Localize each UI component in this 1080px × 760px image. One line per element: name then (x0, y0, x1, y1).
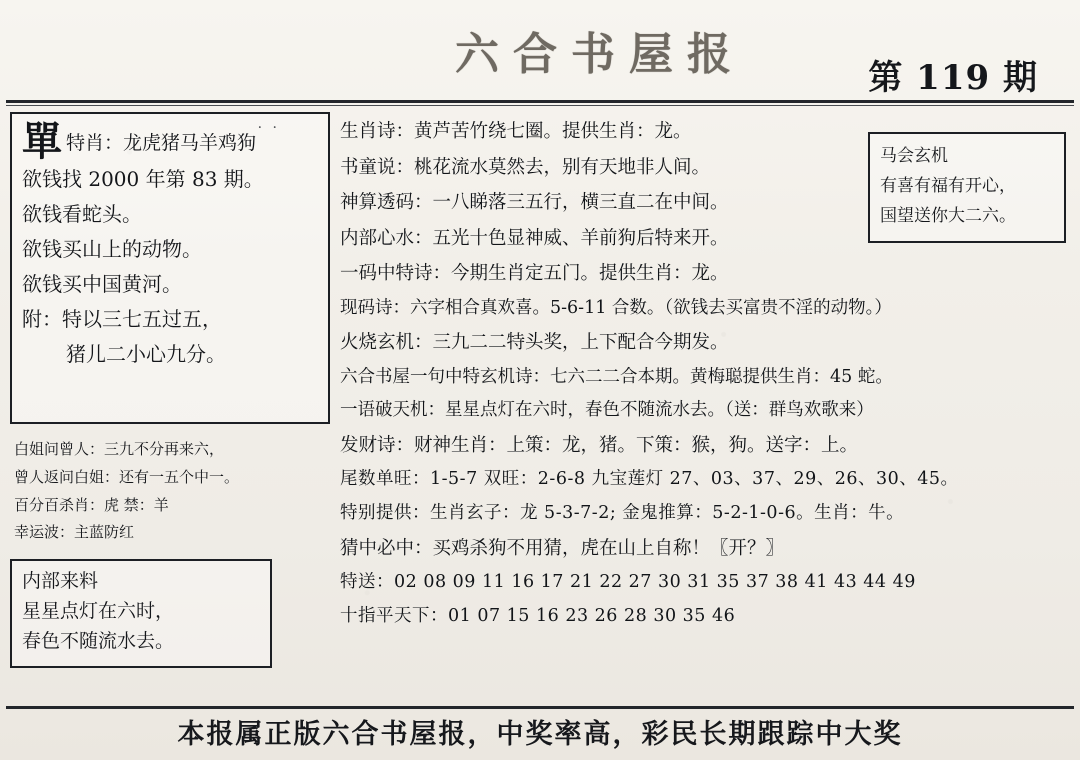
masthead (0, 8, 1080, 98)
left-main-box (10, 112, 330, 424)
center-line-15: 十指平天下：01 07 15 16 23 26 28 30 35 46 (340, 605, 736, 626)
center-line-4: 内部心水：五光十色显神威、羊前狗后特来开。 (340, 227, 729, 249)
center-line-3: 神算透码：一八睇落三五行，横三直二在中间。 (340, 192, 729, 214)
center-line-2: 书童说：桃花流水莫然去，别有天地非人间。 (340, 156, 711, 178)
page-title: 六合书屋报 (455, 29, 745, 80)
right-box-line-2: 国望送你大二六。 (880, 205, 1016, 226)
left-line-1: 欲钱找 2000 年第 83 期。 (22, 167, 264, 191)
center-line-12: 特别提供：生肖玄子：龙 5-3-7-2; 金鬼推算：5-2-1-0-6。生肖：牛。 (340, 502, 905, 523)
left-column (10, 112, 330, 668)
center-line-9: 一语破天机：星星点灯在六时，春色不随流水去。（送：群鸟欢歌来） (340, 400, 874, 421)
issue-number: 第 119 期 (868, 58, 1038, 98)
inner-info-box (10, 559, 272, 668)
center-line-8: 六合书屋一句中特玄机诗：七六二二合本期。黄梅聪提供生肖：45 蛇。 (340, 366, 893, 387)
center-line-7: 火烧玄机：三九二二特头奖，上下配合今期发。 (340, 332, 729, 354)
left-notes (10, 432, 330, 549)
note-line-4: 幸运波：主蓝防红 (14, 523, 135, 542)
note-line-3: 百分百杀肖：虎 禁：羊 (14, 495, 169, 514)
center-line-10: 发财诗：财神生肖：上策：龙，猪。下策：猴，狗。送字：上。 (340, 434, 859, 456)
footer-slogan: 本报属正版六合书屋报，中奖率高，彩民长期跟踪中大奖 (177, 719, 903, 750)
inner-box-title: 内部来料 (22, 570, 99, 592)
special-zodiac-text: 特肖：龙虎猪马羊鸡狗 (66, 132, 257, 154)
note-line-1: 白姐问曾人：三九不分再来六， (14, 440, 225, 458)
dan-glyph: 單 (22, 118, 62, 165)
footer-divider (6, 706, 1074, 709)
right-box-title: 马会玄机 (880, 146, 948, 166)
left-line-2: 欲钱看蛇头。 (22, 202, 142, 226)
left-line-3: 欲钱买山上的动物。 (22, 237, 202, 261)
center-line-5: 一码中特诗：今期生肖定五门。提供生肖：龙。 (340, 263, 729, 285)
center-line-6: 现码诗：六字相合真欢喜。5-6-11 合数。（欲钱去买富贵不淫的动物。） (340, 297, 892, 318)
header-divider (6, 100, 1074, 103)
inner-box-line-1: 星星点灯在六时， (22, 599, 175, 622)
right-info-box (868, 132, 1066, 243)
left-line-5: 附：特以三七五过五， (22, 307, 222, 331)
center-line-11: 尾数单旺：1-5-7 双旺：2-6-8 九宝莲灯 27、03、37、29、26、30、45。 (340, 469, 959, 490)
left-line-4: 欲钱买中国黄河。 (22, 272, 182, 296)
center-line-14: 特送：02 08 09 11 16 17 21 22 27 30 31 35 37 38 41 43 44 49 (340, 572, 916, 593)
right-box-line-1: 有喜有福有开心， (880, 175, 1016, 196)
header-divider-secondary (6, 105, 1074, 106)
center-line-1: 生肖诗：黄芦苦竹绕七圈。提供生肖：龙。 (340, 121, 692, 142)
center-line-13: 猜中必中：买鸡杀狗不用猜，虎在山上自称！〖开？〗 (340, 537, 785, 559)
left-line-6: 猪儿二小心九分。 (66, 342, 226, 366)
inner-box-line-2: 春色不随流水去。 (22, 629, 175, 652)
note-line-2: 曾人返问白姐：还有一五个中一。 (14, 467, 240, 486)
dot-marks: · · (257, 120, 280, 136)
